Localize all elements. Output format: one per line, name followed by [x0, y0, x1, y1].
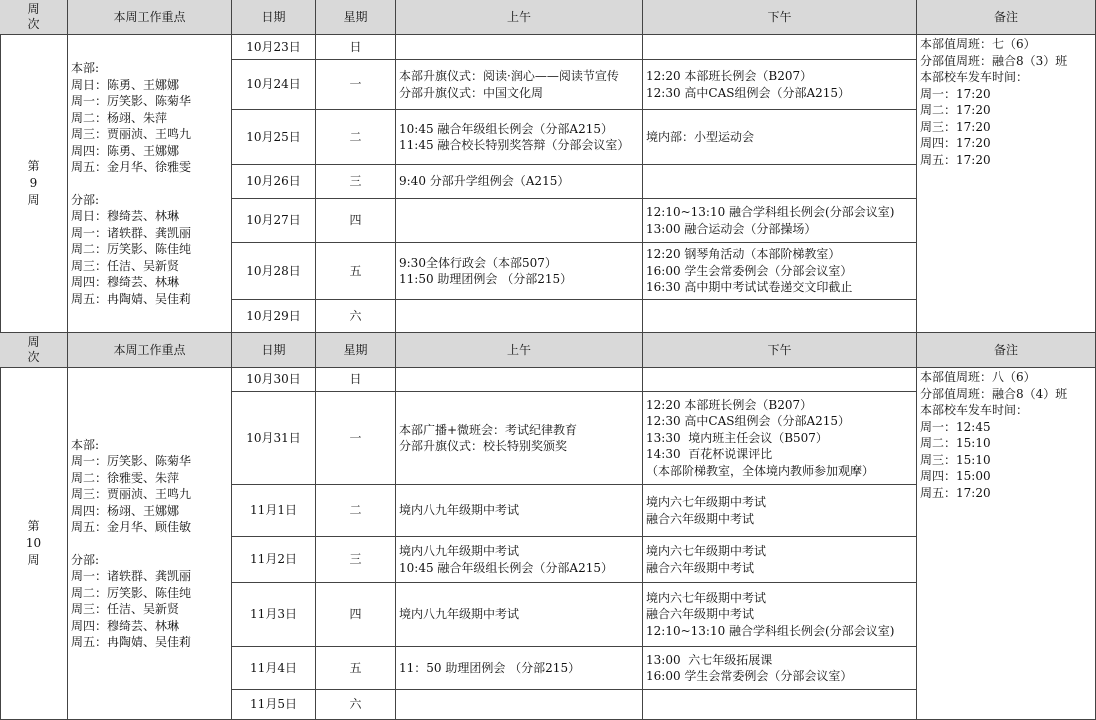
- header-pm-label: 下午: [767, 342, 792, 357]
- morning-cell: [396, 690, 643, 720]
- header-focus-label: 本周工作重点: [113, 9, 186, 24]
- date-cell: [232, 392, 316, 485]
- afternoon-event: 12:20 本部班长例会（B207）: [646, 397, 813, 412]
- header-weekday-label: 星期: [343, 9, 368, 24]
- duty-branch-item: 周一：诸轶群、龚凯丽: [71, 569, 192, 583]
- header-am: [396, 333, 643, 368]
- afternoon-event: 12:20 本部班长例会（B207）: [646, 69, 813, 83]
- weekday-label: 四: [349, 213, 362, 228]
- date-cell: [232, 60, 316, 110]
- morning-event: 境内八九年级期中考试: [399, 503, 520, 518]
- header-date-label: 日期: [261, 342, 286, 357]
- week-label: [0, 35, 68, 333]
- afternoon-event: 13:00 融合运动会（分部操场）: [646, 221, 817, 236]
- weekday-cell: [316, 35, 396, 60]
- weekday-cell: [316, 368, 396, 392]
- afternoon-cell: [643, 647, 917, 690]
- duty-main-item: 周三：贾丽浈、王鸣九: [71, 127, 192, 141]
- header-focus-label: 本周工作重点: [113, 342, 186, 357]
- morning-event: 9:40 分部升学组例会（A215）: [399, 174, 570, 189]
- date-cell: [232, 300, 316, 333]
- date-label: 10月30日: [246, 372, 301, 387]
- morning-cell: [396, 647, 643, 690]
- duty-branch-item: 周四：穆绮芸、林琳: [71, 618, 180, 633]
- afternoon-cell: [643, 485, 917, 537]
- duty-branch-item: 周三：任洁、吴新贤: [71, 602, 180, 616]
- header-pm: [643, 333, 917, 368]
- duty-main-item: 周日：陈勇、王娜娜: [71, 77, 180, 92]
- afternoon-event: 14:30 百花杯说课评比: [646, 447, 773, 462]
- weekday-cell: [316, 300, 396, 333]
- date-label: 11月2日: [250, 552, 297, 567]
- note-line: 周二：17:20: [920, 103, 991, 117]
- afternoon-event: （本部阶梯教室，全体境内教师参加观摩）: [646, 463, 875, 478]
- duty-main-item: 周五：金月华、顾佳敏: [71, 520, 192, 534]
- weekday-cell: [316, 537, 396, 583]
- afternoon-event: 融合六年级期中考试: [646, 560, 755, 575]
- date-cell: [232, 243, 316, 300]
- afternoon-event: 13:30 境内班主任会议（B507）: [646, 430, 828, 445]
- afternoon-event: 12:30 高中CAS组例会（分部A215）: [646, 414, 851, 429]
- note-line: 分部值周班：融合8（3）班: [920, 53, 1068, 68]
- afternoon-cell: [643, 537, 917, 583]
- date-label: 10月27日: [246, 213, 301, 228]
- morning-event: 11：50 助理团例会 （分部215）: [399, 660, 581, 675]
- afternoon-cell: [643, 690, 917, 720]
- header-date-label: 日期: [261, 9, 286, 24]
- duty-branch-item: 周一：诸轶群、龚凯丽: [71, 225, 192, 240]
- duty-main-title: 本部:: [71, 437, 100, 452]
- duty-main-item: 周五：金月华、徐雅雯: [71, 160, 192, 174]
- morning-event: 分部升旗仪式：校长特别奖颁奖: [399, 439, 568, 453]
- afternoon-cell: [643, 392, 917, 485]
- week-label: [0, 368, 68, 720]
- header-am-label: 上午: [506, 342, 531, 357]
- date-cell: [232, 35, 316, 60]
- note-line: 周三：15:10: [920, 452, 991, 467]
- weekday-cell: [316, 243, 396, 300]
- afternoon-event: 12:10~13:10 融合学科组长例会(分部会议室): [646, 205, 895, 219]
- afternoon-cell: [643, 300, 917, 333]
- header-focus: [68, 333, 232, 368]
- duty-main-item: 周四：杨翊、王娜娜: [71, 503, 180, 518]
- afternoon-event: 融合六年级期中考试: [646, 511, 755, 526]
- header-notes-label: 备注: [993, 342, 1018, 357]
- duty-main-item: 周三：贾丽浈、王鸣九: [71, 487, 192, 501]
- header-notes: [917, 333, 1096, 368]
- afternoon-event: 13:00 六七年级拓展课: [646, 652, 773, 667]
- note-line: 本部校车发车时间：: [920, 70, 1029, 84]
- afternoon-cell: [643, 35, 917, 60]
- note-line: 周二：15:10: [920, 436, 991, 450]
- header-week-label: 周 次: [27, 2, 40, 31]
- header-weekday-label: 星期: [343, 342, 368, 357]
- notes-cell: [917, 368, 1096, 720]
- duty-branch-title: 分部:: [71, 192, 100, 207]
- weekday-cell: [316, 165, 396, 199]
- note-line: 本部校车发车时间：: [920, 403, 1029, 417]
- duty-main-item: 周四：陈勇、王娜娜: [71, 143, 180, 158]
- weekday-cell: [316, 485, 396, 537]
- duty-branch-item: 周二：厉笑影、陈佳纯: [71, 242, 192, 256]
- weekday-label: 五: [349, 660, 362, 675]
- date-cell: [232, 690, 316, 720]
- date-label: 10月26日: [246, 174, 301, 189]
- afternoon-cell: [643, 368, 917, 392]
- morning-cell: [396, 199, 643, 243]
- date-cell: [232, 583, 316, 647]
- morning-event: 境内八九年级期中考试: [399, 607, 520, 622]
- weekday-label: 日: [349, 39, 362, 54]
- header-weekday: [316, 333, 396, 368]
- date-label: 11月3日: [250, 607, 297, 622]
- morning-cell: [396, 300, 643, 333]
- weekday-cell: [316, 647, 396, 690]
- morning-event: 本部广播+微班会：考试纪律教育: [399, 422, 578, 437]
- afternoon-event: 境内六七年级期中考试: [646, 590, 767, 605]
- weekday-label: 六: [349, 697, 362, 712]
- afternoon-event: 16:00 学生会常委例会（分部会议室）: [646, 669, 853, 683]
- weekday-label: 二: [349, 129, 362, 144]
- date-cell: [232, 537, 316, 583]
- note-line: 周四：17:20: [920, 136, 991, 150]
- duty-branch-item: 周日：穆绮芸、林琳: [71, 209, 180, 223]
- weekday-label: 四: [349, 607, 362, 622]
- weekday-label: 三: [349, 174, 362, 189]
- header-week: [0, 333, 68, 368]
- morning-event: 分部升旗仪式：中国文化周: [399, 85, 544, 100]
- week-label-part: 第: [27, 519, 40, 533]
- afternoon-event: 境内六七年级期中考试: [646, 495, 767, 509]
- notes-cell: [917, 35, 1096, 333]
- date-cell: [232, 368, 316, 392]
- weekday-label: 一: [349, 77, 362, 92]
- weekday-cell: [316, 110, 396, 165]
- morning-event: 10:45 融合年级组长例会（分部A215）: [399, 560, 613, 575]
- morning-cell: [396, 165, 643, 199]
- duty-branch-item: 周五：冉陶婧、吴佳莉: [71, 291, 192, 306]
- morning-cell: [396, 485, 643, 537]
- date-label: 10月29日: [246, 308, 301, 323]
- morning-event: 本部升旗仪式：阅读·润心——阅读节宣传: [399, 69, 619, 83]
- date-cell: [232, 110, 316, 165]
- afternoon-event: 16:00 学生会常委例会（分部会议室）: [646, 263, 853, 278]
- week-label-part: 9: [29, 176, 38, 190]
- duty-branch-item: 周四：穆绮芸、林琳: [71, 275, 180, 289]
- weekday-label: 日: [349, 372, 362, 387]
- date-label: 10月31日: [246, 430, 301, 445]
- morning-event: 10:45 融合年级组长例会（分部A215）: [399, 121, 613, 136]
- afternoon-cell: [643, 165, 917, 199]
- afternoon-event: 12:30 高中CAS组例会（分部A215）: [646, 85, 851, 100]
- date-cell: [232, 485, 316, 537]
- note-line: 分部值周班：融合8（4）班: [920, 386, 1068, 401]
- date-label: 11月1日: [250, 503, 297, 518]
- week-label-part: 第: [27, 159, 40, 173]
- afternoon-event: 境内部：小型运动会: [646, 129, 755, 144]
- date-label: 11月4日: [250, 660, 297, 675]
- morning-event: 11:45 融合校长特别奖答辩（分部会议室）: [399, 138, 630, 152]
- header-pm: [643, 0, 917, 35]
- afternoon-event: 16:30 高中期中考试试卷递交文印截止: [646, 280, 853, 295]
- date-cell: [232, 165, 316, 199]
- header-pm-label: 下午: [767, 9, 792, 24]
- afternoon-event: 12:10~13:10 融合学科组长例会(分部会议室): [646, 623, 895, 638]
- morning-event: 9:30全体行政会（本部507）: [399, 255, 557, 270]
- morning-cell: [396, 368, 643, 392]
- header-am: [396, 0, 643, 35]
- afternoon-cell: [643, 60, 917, 110]
- note-line: 本部值周班：八（6）: [920, 370, 1036, 384]
- morning-cell: [396, 110, 643, 165]
- afternoon-event: 融合六年级期中考试: [646, 607, 755, 622]
- date-cell: [232, 647, 316, 690]
- note-line: 周一：17:20: [920, 86, 991, 101]
- header-week-label: 周 次: [27, 335, 40, 364]
- afternoon-event: 境内六七年级期中考试: [646, 544, 767, 558]
- morning-cell: [396, 583, 643, 647]
- morning-cell: [396, 35, 643, 60]
- duty-main-item: 周一：厉笑影、陈菊华: [71, 94, 192, 108]
- week-label-part: 周: [27, 193, 40, 207]
- weekday-cell: [316, 690, 396, 720]
- header-date: [232, 0, 316, 35]
- header-notes-label: 备注: [993, 9, 1018, 24]
- week-label-part: 10: [25, 536, 42, 550]
- morning-cell: [396, 243, 643, 300]
- duty-branch-item: 周三：任洁、吴新贤: [71, 258, 180, 273]
- weekday-label: 五: [349, 263, 362, 278]
- duty-roster: [68, 368, 232, 720]
- morning-event: 11:50 助理团例会 （分部215）: [399, 272, 573, 286]
- header-date: [232, 333, 316, 368]
- weekday-label: 六: [349, 308, 362, 323]
- header-week: [0, 0, 68, 35]
- duty-main-title: 本部:: [71, 61, 100, 75]
- afternoon-cell: [643, 583, 917, 647]
- morning-cell: [396, 392, 643, 485]
- duty-branch-item: 周五：冉陶婧、吴佳莉: [71, 635, 192, 649]
- weekday-label: 二: [349, 503, 362, 518]
- note-line: 周四：15:00: [920, 469, 991, 483]
- duty-branch-title: 分部:: [71, 552, 100, 567]
- weekday-label: 一: [349, 430, 362, 445]
- note-line: 周三：17:20: [920, 119, 991, 134]
- afternoon-cell: [643, 243, 917, 300]
- date-label: 11月5日: [250, 697, 297, 712]
- date-label: 10月23日: [246, 39, 301, 54]
- duty-main-item: 周二：徐雅雯、朱萍: [71, 470, 180, 485]
- note-line: 周一：12:45: [920, 419, 991, 434]
- morning-cell: [396, 537, 643, 583]
- weekday-cell: [316, 199, 396, 243]
- weekday-cell: [316, 392, 396, 485]
- date-label: 10月25日: [246, 129, 301, 144]
- weekday-cell: [316, 583, 396, 647]
- duty-main-item: 周二：杨翊、朱萍: [71, 110, 168, 125]
- morning-cell: [396, 60, 643, 110]
- note-line: 周五：17:20: [920, 152, 991, 167]
- note-line: 周五：17:20: [920, 485, 991, 500]
- header-notes: [917, 0, 1096, 35]
- date-label: 10月28日: [246, 263, 301, 278]
- afternoon-cell: [643, 110, 917, 165]
- weekday-cell: [316, 60, 396, 110]
- weekday-label: 三: [349, 552, 362, 567]
- header-am-label: 上午: [506, 9, 531, 24]
- date-label: 10月24日: [246, 77, 301, 92]
- afternoon-cell: [643, 199, 917, 243]
- header-weekday: [316, 0, 396, 35]
- afternoon-event: 12:20 钢琴角活动（本部阶梯教室）: [646, 247, 841, 262]
- note-line: 本部值周班：七（6）: [920, 37, 1036, 51]
- duty-main-item: 周一：厉笑影、陈菊华: [71, 454, 192, 468]
- date-cell: [232, 199, 316, 243]
- morning-event: 境内八九年级期中考试: [399, 544, 520, 558]
- duty-roster: [68, 35, 232, 333]
- header-focus: [68, 0, 232, 35]
- duty-branch-item: 周二：厉笑影、陈佳纯: [71, 585, 192, 600]
- week-label-part: 周: [27, 553, 40, 567]
